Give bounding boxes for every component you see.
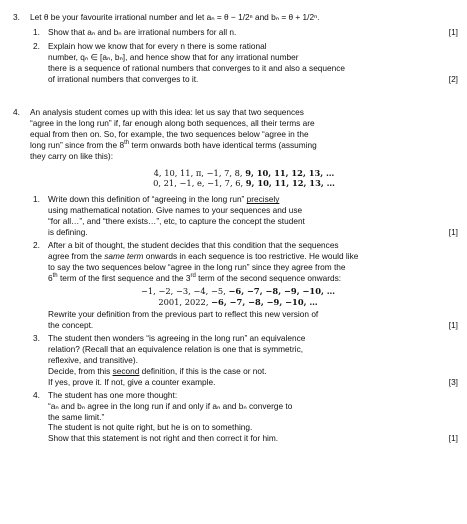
q4-intro-line-2: “agree in the long run” if, far enough along both sequences, all their terms are <box>30 117 315 128</box>
q4-part-4-line-2: “aₙ and bₙ agree in the long run if and only if aₙ and bₙ converge to <box>48 400 293 411</box>
sequence-c: −1, −2, −3, −4, −5, −6, −7, −8, −9, −10, … <box>140 285 336 296</box>
question-3 <box>13 12 458 84</box>
q4-part-3-line-5: If yes, prove it. If not, give a counter example. <box>48 376 216 387</box>
q3-part-1-text: Show that aₙ and bₙ are irrational numbers for all n. <box>48 26 237 37</box>
q4-part-4 <box>30 390 458 445</box>
q3-part-2 <box>30 41 458 85</box>
q4-part-2-number: 2. <box>33 239 40 250</box>
q4-part-3-line-3: reflexive, and transitive). <box>48 355 138 366</box>
q4-part-2-line-5: Rewrite your definition from the previous part to reflect this new version of <box>48 309 319 320</box>
q4-intro-line-5: they carry on like this): <box>30 150 113 161</box>
question-4 <box>13 107 458 444</box>
q4-part-3-mark: [3] <box>448 376 458 387</box>
q4-part-1 <box>30 194 458 238</box>
q4-part-4-number: 4. <box>33 389 40 400</box>
q4-part-3-line-4: Decide, from this second definition, if this is the case or not. <box>48 365 267 376</box>
q3-part-2-line-2: number, qₙ ∈ [aₙ, bₙ], and hence show that for any irrational number <box>48 51 299 62</box>
q3-part-1-mark: [1] <box>448 26 458 37</box>
q4-part-4-line-4: The student is not quite right, but he is on to something. <box>48 422 253 433</box>
q4-part-3-line-1: The student then wonders “is agreeing in the long run” an equivalence <box>48 333 306 344</box>
q4-part-1-line-4: is defining. <box>48 227 88 238</box>
sequence-d: 2001, 2022, −6, −7, −8, −9, −10, … <box>158 296 318 307</box>
q4-intro-line-4: long run” since from the 8th term onwards both have identical terms (assuming <box>30 139 317 150</box>
q4-part-2-line-1: After a bit of thought, the student decides that this condition that the sequences <box>48 239 339 250</box>
q4-part-3-line-2: relation? (Recall that an equivalence relation is one that is symmetric, <box>48 344 304 355</box>
q4-part-1-line-1: Write down this definition of “agreeing in the long run” precisely <box>48 194 280 205</box>
q4-part-2-line-2: agree from the same term onwards in each sequence is too restrictive. He would like <box>48 250 359 261</box>
q4-part-1-number: 1. <box>33 194 40 205</box>
q4-part-3 <box>30 333 458 388</box>
q4-part-2-line-3: to say the two sequences below “agree in the long run” since they agree from the <box>48 261 346 272</box>
q4-intro-line-3: equal from then on. So, for example, the two sequences below “agree in the <box>30 128 309 139</box>
q4-part-1-mark: [1] <box>448 227 458 238</box>
q4-part-4-line-1: The student has one more thought: <box>48 389 178 400</box>
q4-part-1-line-2: using mathematical notation. Give names to your sequences and use <box>48 205 303 216</box>
q3-part-1-number: 1. <box>33 26 40 37</box>
q3-part-2-mark: [2] <box>448 73 458 84</box>
q3-part-2-line-4: of irrational numbers that converges to it. <box>48 73 199 84</box>
q4-part-4-line-3: the same limit.” <box>48 411 105 422</box>
q3-part-1 <box>30 27 458 38</box>
q3-part-2-number: 2. <box>33 40 40 51</box>
question-3-intro: Let θ be your favourite irrational number and let aₙ = θ − 1/2ⁿ and bₙ = θ + 1/2ⁿ. <box>30 12 320 22</box>
question-4-number: 4. <box>13 107 20 117</box>
sequence-a: 4, 10, 11, π, −1, 7, 8, 9, 10, 11, 12, 13, … <box>153 167 335 178</box>
q4-part-4-line-5: Show that this statement is not right and then correct it for him. <box>48 433 279 444</box>
q3-part-2-line-1: Explain how we know that for every n there is some rational <box>48 40 267 51</box>
q4-intro-line-1: An analysis student comes up with this idea: let us say that two sequences <box>30 107 304 117</box>
question-3-number: 3. <box>13 12 20 22</box>
sequence-b: 0, 21, −1, e, −1, 7, 6, 9, 10, 11, 12, 13, … <box>153 178 335 189</box>
q4-part-3-number: 3. <box>33 333 40 344</box>
q4-part-2-line-4: 6th term of the first sequence and the 3rd term of the second sequence onwards: <box>48 272 342 283</box>
q4-part-2-line-6: the concept. <box>48 320 94 331</box>
q4-part-2-mark: [1] <box>448 320 458 331</box>
q4-part-1-line-3: “for all…”, and “there exists…”, etc, to capture the concept the student <box>48 216 305 227</box>
q4-part-4-mark: [1] <box>448 433 458 444</box>
q4-part-2 <box>30 240 458 331</box>
q3-part-2-line-3: there is a sequence of rational numbers that converges to it and also a sequence <box>48 62 346 73</box>
